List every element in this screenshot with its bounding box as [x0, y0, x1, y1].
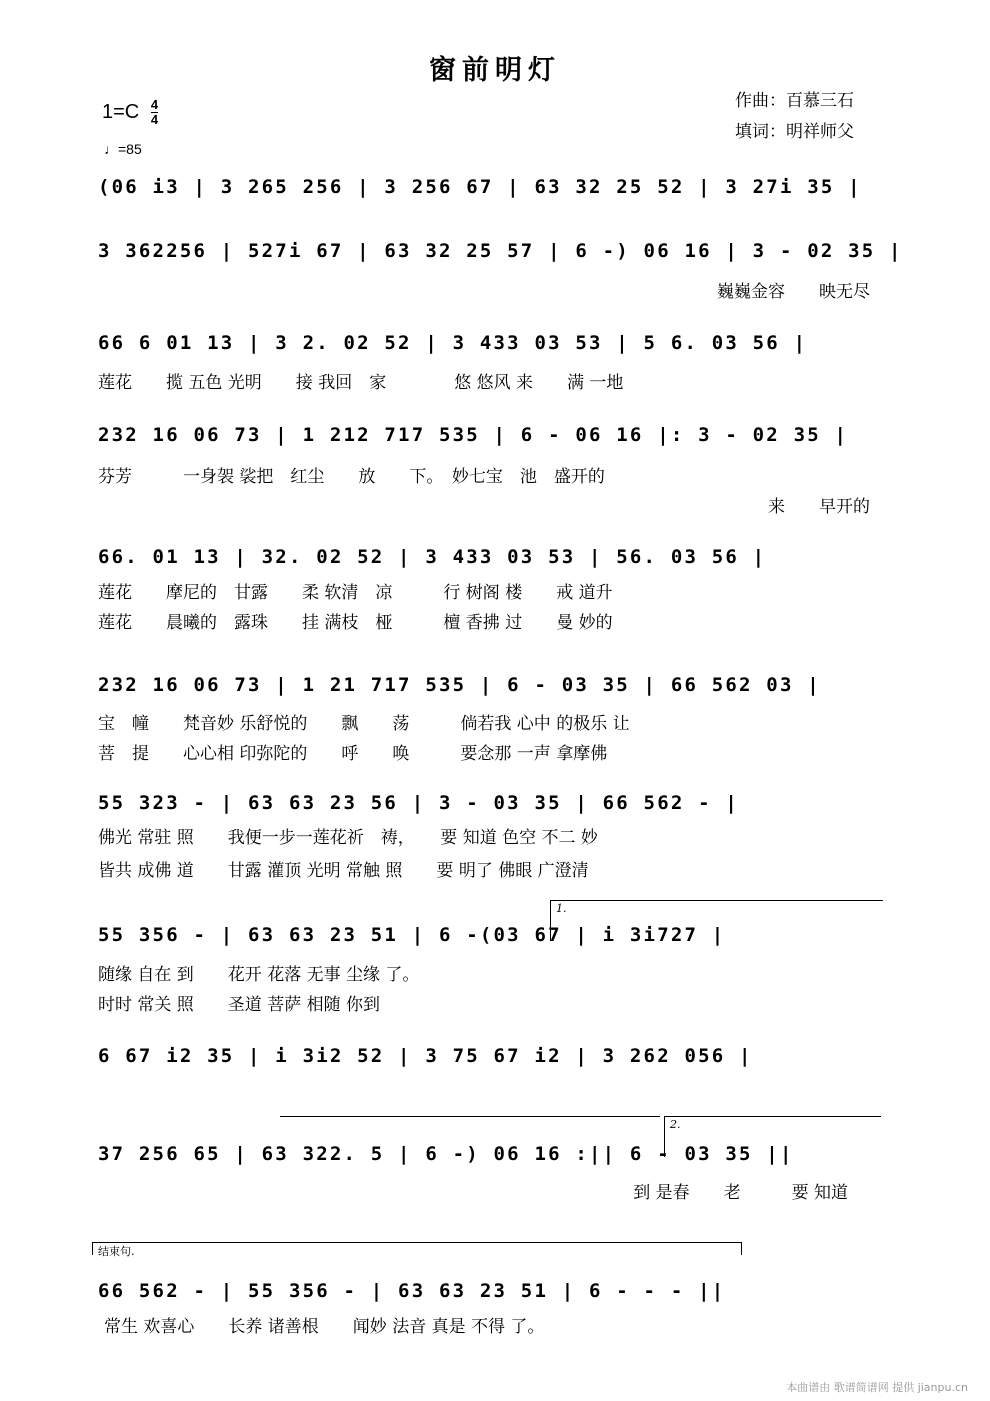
lyric-line-10a: 到 是春 老 要 知道: [633, 1183, 848, 1203]
lyricist-credit: 填词：明祥师父: [735, 122, 854, 142]
lyric-line-3a: 莲花 揽 五色 光明 接 我回 家 悠 悠风 来 满 一地: [98, 373, 624, 393]
lyric-line-7a: 佛光 常驻 照 我便一步一莲花祈 祷， 要 知道 色空 不二 妙: [98, 828, 598, 848]
notation-line-4: 232 16 06 73 | 1 212 717 535 | 6 - 06 16 |: 3 - 02 35 |: [98, 424, 849, 446]
notation-line-2: 3 362256 | 527i 67 | 63 32 25 57 | 6 -) 06 16 | 3 - 02 35 |: [98, 240, 903, 262]
key-label: 1=C: [102, 100, 140, 123]
ending-label: 结束句.: [98, 1245, 135, 1258]
notation-line-11: 66 562 - | 55 356 - | 63 63 23 51 | 6 - - - ||: [98, 1280, 726, 1302]
time-signature-bottom: 4: [150, 112, 159, 127]
lyric-line-5a: 莲花 摩尼的 甘露 柔 软清 凉 行 树阁 楼 戒 道升: [98, 583, 613, 603]
lyric-line-4a: 芬芳 一身袈 裟把 红尘 放 下。 妙七宝 池 盛开的: [98, 467, 605, 487]
lyric-line-2a: 巍巍金容 映无尽: [717, 282, 870, 302]
time-signature: [151, 98, 158, 127]
notation-line-1: (06 i3 | 3 265 256 | 3 256 67 | 63 32 25 52 | 3 27i 35 |: [98, 176, 862, 198]
lyric-line-6b: 菩 提 心心相 印弥陀的 呼 唤 要念那 一声 拿摩佛: [98, 744, 608, 764]
composer-credit: 作曲：百慕三石: [735, 91, 854, 111]
tempo-marking: ♩=85: [104, 141, 142, 157]
volta-1-continuation: [280, 1116, 660, 1118]
lyric-line-11a: 常生 欢喜心 长养 诸善根 闻妙 法音 真是 不得 了。: [104, 1317, 545, 1337]
notation-line-8: 55 356 - | 63 63 23 51 | 6 -(03 67 | i 3i727 |: [98, 924, 726, 946]
song-title: 窗前明灯: [429, 55, 561, 86]
lyric-line-5b: 莲花 晨曦的 露珠 挂 满枝 桠 檀 香拂 过 曼 妙的: [98, 613, 613, 633]
notation-line-9: 6 67 i2 35 | i 3i2 52 | 3 75 67 i2 | 3 262 056 |: [98, 1045, 753, 1067]
volta-1-label: 1.: [556, 902, 567, 915]
lyric-line-8a: 随缘 自在 到 花开 花落 无事 尘缘 了。: [98, 965, 420, 985]
time-signature-top: 4: [150, 97, 159, 112]
lyric-line-6a: 宝 幢 梵音妙 乐舒悦的 飘 荡 倘若我 心中 的极乐 让: [98, 714, 630, 734]
watermark-footer: 本曲谱由 歌谱简谱网 提供 jianpu.cn: [786, 1381, 968, 1394]
lyric-line-4b: 来 早开的: [768, 497, 870, 517]
notation-line-6: 232 16 06 73 | 1 21 717 535 | 6 - 03 35 | 66 562 03 |: [98, 674, 821, 696]
lyric-line-8b: 时时 常关 照 圣道 菩萨 相随 你到: [98, 995, 381, 1015]
notation-line-10: 37 256 65 | 63 322. 5 | 6 -) 06 16 :|| 6 - 03 35 ||: [98, 1143, 794, 1165]
key-signature: [102, 98, 158, 127]
notation-line-5: 66. 01 13 | 32. 02 52 | 3 433 03 53 | 56. 03 56 |: [98, 546, 767, 568]
lyric-line-7b: 皆共 成佛 道 甘露 灌顶 光明 常触 照 要 明了 佛眼 广澄清: [98, 861, 589, 881]
notation-line-7: 55 323 - | 63 63 23 56 | 3 - 03 35 | 66 562 - |: [98, 792, 740, 814]
notation-line-3: 66 6 01 13 | 3 2. 02 52 | 3 433 03 53 | 5 6. 03 56 |: [98, 332, 808, 354]
volta-2-label: 2.: [670, 1118, 681, 1131]
ending-bracket: [92, 1242, 742, 1255]
